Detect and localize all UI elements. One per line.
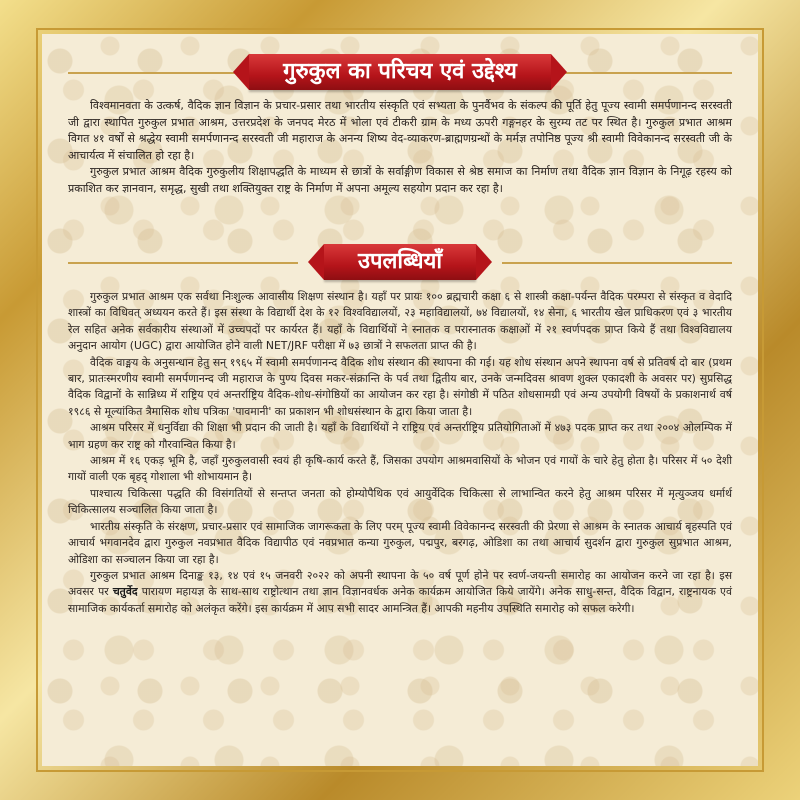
achievements-section [68,289,732,617]
intro-paragraph: विश्वमानवता के उत्कर्ष, वैदिक ज्ञान विज्ञान के प्रचार-प्रसार तथा भारतीय संस्कृति एवं सभ्यता के पुनर्वैभव के संकल्प की पूर्ति हेतु पूज्य स्वामी समर्पणानन्द सरस्वती जी द्वारा स्थापित गुरुकुल प्रभात आश्रम, उत्तरप्रदेश के जनपद मेरठ में भोला एवं टीकरी ग्राम के मध्य ऊपरी गङ्गनहर के सुरम्य तट पर स्थित है। गुरुकुल प्रभात आश्रम विगत ४१ वर्षों से श्रद्धेय स्वामी समर्पणानन्द सरस्वती जी महाराज के अनन्य शिष्य वेद-व्याकरण-ब्राह्मणग्रन्थों के मर्मज्ञ तपोनिष्ठ पूज्य श्री स्वामी विवेकानन्द सरस्वती जी के आचार्यत्व में संचालित हो रहा है। [68,99,732,162]
intro-section [68,98,732,198]
achievement-paragraph: वैदिक वाङ्मय के अनुसन्धान हेतु सन् १९६५ में स्वामी समर्पणानन्द वैदिक शोध संस्थान की स्थापना की गई। यह शोध संस्थान अपने स्थापना वर्ष से प्रतिवर्ष दो बार (प्रथम बार, प्रातःस्मरणीय स्वामी समर्पणानन्द जी महाराज के पुण्य दिवस मकर-संक्रान्ति के पर्व तथा द्वितीय बार, उनके जन्मदिवस श्रावण शुक्ल एकादशी के अवसर पर) सुप्रसिद्ध वैदिक विद्वानों के सान्निध्य में राष्ट्रिय एवं अन्तर्राष्ट्रिय वैदिक-शोध-संगोष्ठियों का आयोजन कर रहा है। संगोष्ठी में पठित शोधसामग्री एवं अन्य उपयोगी विषयों के प्रकाशनार्थ वर्ष १९८६ से मूल्यांकित त्रैमासिक शोध पत्रिका 'पावमानी' का प्रकाशन भी शोधसंस्थान के द्वारा किया जाता है। [68,355,732,418]
achievement-paragraph: आश्रम में १६ एकड़ भूमि है, जहाँ गुरुकुलवासी स्वयं ही कृषि-कार्य करते हैं, जिसका उपयोग आश्रमवासियों के भोजन एवं गायों के चारे हेतु होता है। परिसर में ५० देशी गायों वाली एक बृहद् गोशाला भी शोभायमान है। [68,454,732,484]
achievements-title-ribbon [250,244,550,280]
achievements-title: उपलब्धियाँ [324,244,476,280]
achievement-paragraph: गुरुकुल प्रभात आश्रम एक सर्वथा निःशुल्क आवासीय शिक्षण संस्थान है। यहाँ पर प्रायः १०० ब्रह्मचारी कक्षा ६ से शास्त्री कक्षा-पर्यन्त वैदिक परम्परा से संस्कृत व वेदादि शास्त्रों का विधिवत् अध्ययन करते हैं। इस संस्था के विद्यार्थी देश के १२ विश्वविद्यालयों, २३ महाविद्यालयों, ७४ विद्यालयों, १४ सेना, ६ भारतीय खेल प्राधिकरण एवं ३ भारतीय रेल सहित अनेक सर्वकारीय संस्थाओं में उच्चपदों पर कार्यरत हैं। यहाँ के विद्यार्थियों ने स्नातक व परास्नातक कक्षाओं में २१ स्वर्णपदक प्राप्त किये हैं तथा विश्वविद्यालय अनुदान आयोग (UGC) द्वारा आयोजित होने वाली NET/JRF परीक्षा में ७३ छात्रों ने सफलता प्राप्त की है। [68,290,732,353]
final-paragraph-part1: गुरुकुल प्रभात आश्रम दिनाङ्क १३, १४ एवं १५ जनवरी २०२२ को अपनी स्थापना के ५० वर्ष पूर्ण होने पर स्वर्ण-जयन्ती समारोह का आयोजन करने जा रहा है। इस अवसर पर [68,568,732,599]
final-paragraph-highlight: चतुर्वेद [112,585,138,599]
achievement-paragraph: पाश्चात्य चिकित्सा पद्धति की विसंगतियों से सन्तप्त जनता को होम्योपैथिक एवं आयुर्वेदिक चिकित्सा से लाभान्वित करने हेतु आश्रम परिसर में मृत्युञ्जय धर्मार्थ चिकित्सालय सञ्चालित किया जाता है। [68,486,732,517]
intro-paragraph: गुरुकुल प्रभात आश्रम वैदिक गुरुकुलीय शिक्षापद्धति के माध्यम से छात्रों के सर्वाङ्गीण विकास से श्रेष्ठ समाज का निर्माण तथा वैदिक ज्ञान विज्ञान के निगूढ़ रहस्य को प्रकाशित कर ज्ञानवान, समृद्ध, सुखी तथा शक्तियुक्त राष्ट्र के निर्माण में अपना अमूल्य सहयोग प्रदान कर रहा है। [68,165,732,195]
intro-title-ribbon [150,54,650,90]
final-paragraph [68,568,732,617]
intro-title: गुरुकुल का परिचय एवं उद्देश्य [249,54,551,90]
achievement-paragraph: भारतीय संस्कृति के संरक्षण, प्रचार-प्रसार एवं सामाजिक जागरूकता के लिए परम् पूज्य स्वामी विवेकानन्द सरस्वती की प्रेरणा से आश्रम के स्नातक आचार्य बृहस्पति एवं आचार्य भगवानदेव द्वारा गुरुकुल नवप्रभात वैदिक विद्यापीठ एवं नवप्रभात कन्या गुरुकुल, पद्मपुर, बरगढ़, ओडिशा का तथा आचार्य सुदर्शन द्वारा गुरुकुल सुप्रभात आश्रम, ओडिशा का सञ्चालन किया जा रहा है। [68,519,733,566]
final-paragraph-part2: पारायण महायज्ञ के साथ-साथ राष्ट्रोत्थान तथा ज्ञान विज्ञानवर्धक अनेक कार्यक्रम आयोजित किये जायेंगे। अनेक साधु-सन्त, वैदिक विद्वान, राष्ट्रनायक एवं सामाजिक कार्यकर्ता समारोह को अलंकृत करेंगे। इस कार्यक्रम में आप सभी सादर आमन्त्रित हैं। आपकी महनीय उपस्थिति समारोह को सफल करेगी। [68,585,733,615]
achievement-paragraph: आश्रम परिसर में धनुर्विद्या की शिक्षा भी प्रदान की जाती है। यहाँ के विद्यार्थियों ने राष्ट्रिय एवं अन्तर्राष्ट्रिय प्रतियोगिताओं में ४७३ पदक प्राप्त कर तथा २००४ ओलम्पिक में भाग ग्रहण कर राष्ट्र को गौरवान्वित किया है। [68,421,732,451]
